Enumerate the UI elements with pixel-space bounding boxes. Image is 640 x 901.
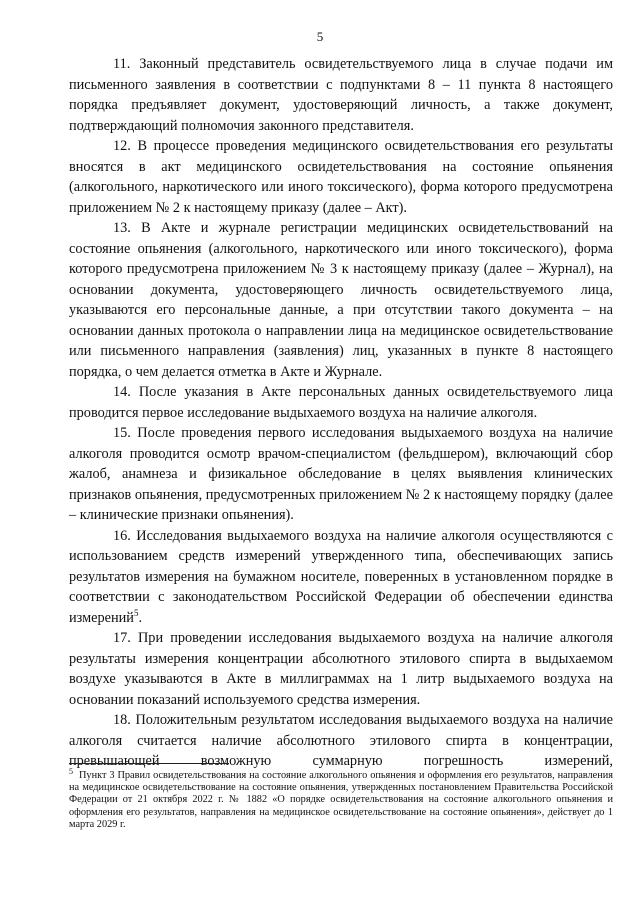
footnote-5 [69, 766, 613, 831]
footnote-number: 5 [69, 766, 73, 776]
paragraph-17: 17. При проведении исследования выдыхаемого воздуха на наличие алкоголя результаты измерения концентрации абсолютного этилового спирта в выдыхаемом воздухе указываются в Акте в миллиграммах на 1 литр выдыхаемого воздуха на основании показаний используемого средства измерения. [69, 630, 613, 708]
footnote-separator [69, 763, 229, 764]
paragraph-16 [69, 526, 613, 629]
paragraph-15: 15. После проведения первого исследования выдыхаемого воздуха на наличие алкоголя проводится осмотр врачом-специалистом (фельдшером), включающий сбор жалоб, анамнеза и физикальное обследование в целях выявления клинических признаков опьянения, предусмотренных приложением № 2 к настоящему порядку (далее – клинические признаки опьянения). [69, 425, 613, 523]
paragraph-16-tail: . [138, 609, 143, 626]
document-body [69, 54, 613, 772]
paragraph-14: 14. После указания в Акте персональных данных освидетельствуемого лица проводится первое исследование выдыхаемого воздуха на наличие алкоголя. [69, 384, 613, 421]
paragraph-13: 13. В Акте и журнале регистрации медицинских освидетельствований на состояние опьянения (алкогольного, наркотического или иного токсического), форма которого предусмотрена приложением № 3 к настоящему приказу (далее – Журнал), на основании документа, удостоверяющего личность освидетельствуемого лица, указываются его персональные данные, а при отсутствии такого документа – на основании данных протокола о направлении лица на медицинское освидетельствование или письменного направления (заявления) лиц, указанных в пункте 8 настоящего порядка, о чем делается отметка в Акте и Журнале. [69, 220, 613, 380]
page-number: 5 [316, 29, 324, 44]
paragraph-11: 11. Законный представитель освидетельствуемого лица в случае подачи им письменного заявления в соответствии с подпунктами 8 – 11 пункта 8 настоящего порядка предъявляет документ, удостоверяющий личность, а также документ, подтверждающий полномочия законного представителя. [69, 56, 613, 134]
paragraph-16-text: 16. Исследования выдыхаемого воздуха на наличие алкоголя осуществляются с использованием средств измерений утвержденного типа, обеспечивающих запись результатов измерения на бумажном носителе, поверенных в установленном порядке в соответствии с законодательством Российской Федерации об обеспечении единства измерений [69, 527, 613, 626]
footnote-text: Пункт 3 Правил освидетельствования на состояние алкогольного опьянения и оформления его результатов, направления на медицинское освидетельствование на состояние опьянения, утвержденных постановлением Правительства Российской Федерации от 21 октября 2022 г. № 1882 «О порядке освидетельствования на состояние алкогольного опьянения и оформления его результатов, направления на медицинское освидетельствование на состояние опьянения», действует до 1 марта 2029 г. [69, 770, 613, 830]
paragraph-18: 18. Положительным результатом исследования выдыхаемого воздуха на наличие алкоголя считается наличие абсолютного этилового спирта в концентрации, превышающей возможную суммарную погрешность измерений, [69, 712, 613, 769]
paragraph-12: 12. В процессе проведения медицинского освидетельствования его результаты вносятся в акт медицинского освидетельствования на состояние опьянения (алкогольного, наркотического или иного токсического), форма которого предусмотрена приложением № 2 к настоящему приказу (далее – Акт). [69, 138, 613, 216]
footnote-reference-5[interactable]: 5 [133, 607, 139, 618]
